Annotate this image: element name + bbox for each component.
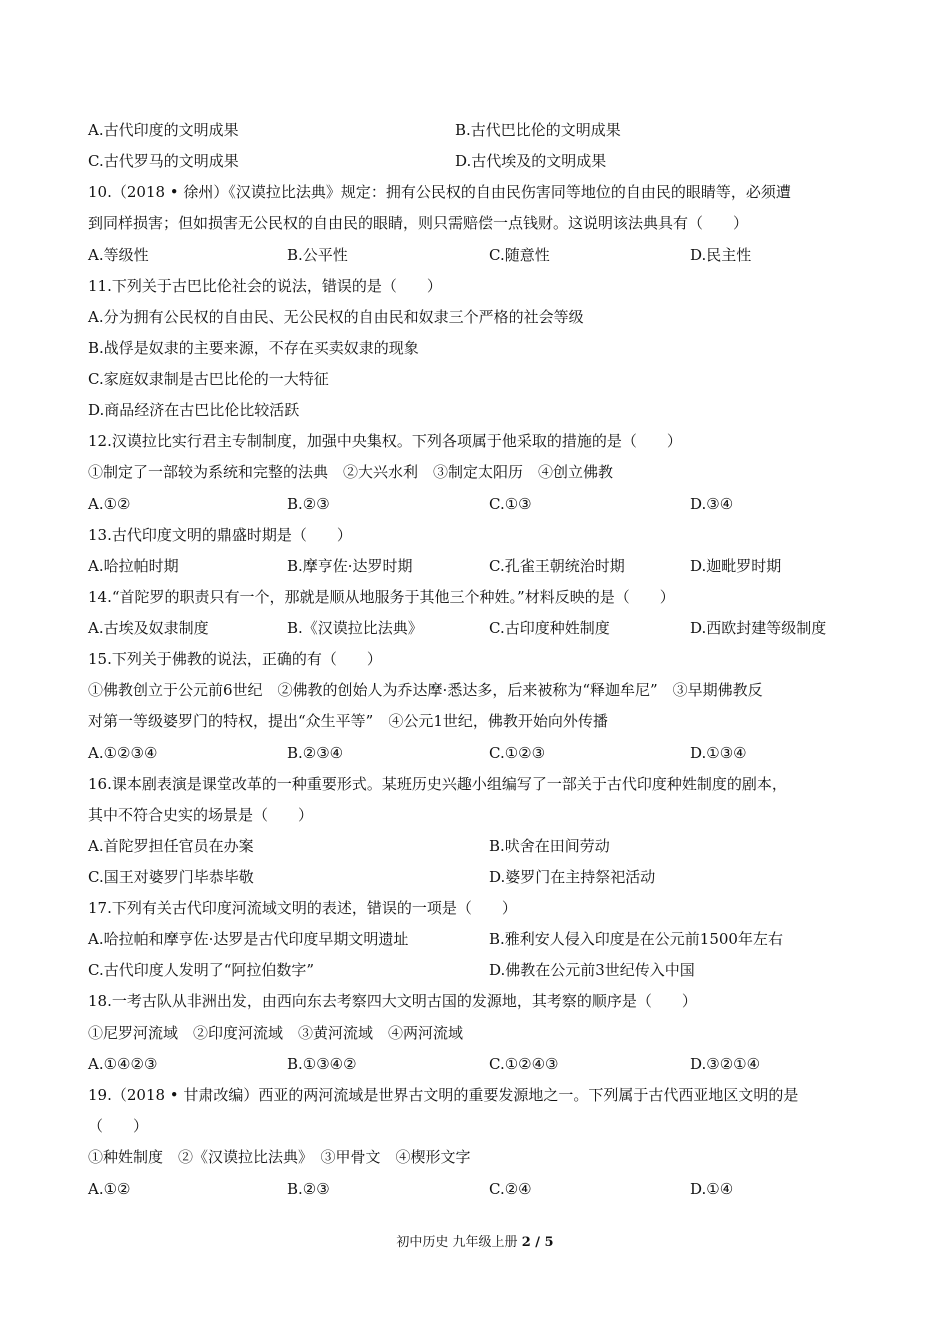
q12-items: ①制定了一部较为系统和完整的法典 ②大兴水利 ③制定太阳历 ④创立佛教	[88, 463, 614, 481]
q14-stem: 14.“首陀罗的职责只有一个，那就是顺从地服务于其他三个种姓。”材料反映的是（ ）	[88, 588, 675, 606]
q10-option-b: B.公平性	[287, 246, 348, 264]
footer-subject: 初中历史 九年级上册	[396, 1235, 522, 1250]
q15-items-line1: ①佛教创立于公元前6世纪 ②佛教的创始人为乔达摩·悉达多，后来被称为“释迦牟尼” ③早期佛教反	[88, 681, 763, 699]
q18-option-a: A.①④②③	[88, 1055, 158, 1073]
q14-option-a: A.古埃及奴隶制度	[88, 619, 209, 637]
page-number: 2 / 5	[521, 1235, 554, 1250]
q15-option-b: B.②③④	[287, 744, 344, 762]
q18-option-b: B.①③④②	[287, 1055, 357, 1073]
q11-option-a: A.分为拥有公民权的自由民、无公民权的自由民和奴隶三个严格的社会等级	[88, 308, 584, 326]
q12-option-b: B.②③	[287, 495, 330, 513]
q19-option-a: A.①②	[88, 1180, 131, 1198]
q15-option-a: A.①②③④	[88, 744, 158, 762]
q16-stem-line1: 16.课本剧表演是课堂改革的一种重要形式。某班历史兴趣小组编写了一部关于古代印度种姓制度的剧本，	[88, 775, 787, 793]
q12-option-c: C.①③	[489, 495, 532, 513]
q15-option-d: D.①③④	[690, 744, 747, 762]
q18-option-d: D.③②①④	[690, 1055, 761, 1073]
q10-option-d: D.民主性	[690, 246, 752, 264]
q12-option-d: D.③④	[690, 495, 734, 513]
q14-option-d: D.西欧封建等级制度	[690, 619, 827, 637]
q13-option-c: C.孔雀王朝统治时期	[489, 557, 625, 575]
q16-option-b: B.吠舍在田间劳动	[489, 837, 610, 855]
q16-stem-line2: 其中不符合史实的场景是（ ）	[88, 806, 314, 824]
q11-option-b: B.战俘是奴隶的主要来源，不存在买卖奴隶的现象	[88, 339, 419, 357]
q16-option-d: D.婆罗门在主持祭祀活动	[489, 868, 656, 886]
q9-option-a: A.古代印度的文明成果	[88, 121, 239, 139]
q16-option-c: C.国王对婆罗门毕恭毕敬	[88, 868, 254, 886]
q19-stem-line2: （ ）	[88, 1117, 149, 1135]
q15-items-line2: 对第一等级婆罗门的特权，提出“众生平等” ④公元1世纪，佛教开始向外传播	[88, 712, 608, 730]
q13-option-d: D.迦毗罗时期	[690, 557, 782, 575]
q10-option-c: C.随意性	[489, 246, 550, 264]
page-footer	[0, 1231, 950, 1250]
q19-stem-line1: 19.（2018 • 甘肃改编）西亚的两河流域是世界古文明的重要发源地之一。下列属于古代西亚地区文明的是	[88, 1086, 799, 1104]
q15-stem: 15.下列关于佛教的说法，正确的有（ ）	[88, 650, 382, 668]
q10-stem-line1: 10.（2018 • 徐州）《汉谟拉比法典》规定：拥有公民权的自由民伤害同等地位的自由民的眼睛等，必须遭	[88, 183, 791, 201]
q14-option-c: C.古印度种姓制度	[489, 619, 610, 637]
q19-items: ①种姓制度 ②《汉谟拉比法典》 ③甲骨文 ④楔形文字	[88, 1148, 471, 1166]
q13-option-a: A.哈拉帕时期	[88, 557, 179, 575]
q15-option-c: C.①②③	[489, 744, 546, 762]
q18-items: ①尼罗河流域 ②印度河流域 ③黄河流域 ④两河流域	[88, 1024, 464, 1042]
q10-option-a: A.等级性	[88, 246, 149, 264]
q17-option-d: D.佛教在公元前3世纪传入中国	[489, 961, 695, 979]
q12-stem: 12.汉谟拉比实行君主专制制度，加强中央集权。下列各项属于他采取的措施的是（ ）	[88, 432, 682, 450]
q13-option-b: B.摩亨佐·达罗时期	[287, 557, 413, 575]
q18-option-c: C.①②④③	[489, 1055, 559, 1073]
q17-stem: 17.下列有关古代印度河流域文明的表述，错误的一项是（ ）	[88, 899, 517, 917]
q11-stem: 11.下列关于古巴比伦社会的说法，错误的是（ ）	[88, 277, 442, 295]
q19-option-c: C.②④	[489, 1180, 532, 1198]
q17-option-c: C.古代印度人发明了“阿拉伯数字”	[88, 961, 315, 979]
q18-stem: 18.一考古队从非洲出发，由西向东去考察四大文明古国的发源地，其考察的顺序是（ ）	[88, 992, 697, 1010]
q19-option-d: D.①④	[690, 1180, 734, 1198]
q9-option-d: D.古代埃及的文明成果	[455, 152, 607, 170]
q10-stem-line2: 到同样损害；但如损害无公民权的自由民的眼睛，则只需赔偿一点钱财。这说明该法典具有（ ）	[88, 214, 749, 232]
q14-option-b: B.《汉谟拉比法典》	[287, 619, 423, 637]
q11-option-c: C.家庭奴隶制是古巴比伦的一大特征	[88, 370, 329, 388]
q12-option-a: A.①②	[88, 495, 131, 513]
q19-option-b: B.②③	[287, 1180, 330, 1198]
q9-option-c: C.古代罗马的文明成果	[88, 152, 239, 170]
q11-option-d: D.商品经济在古巴比伦比较活跃	[88, 401, 300, 419]
q13-stem: 13.古代印度文明的鼎盛时期是（ ）	[88, 526, 352, 544]
q16-option-a: A.首陀罗担任官员在办案	[88, 837, 254, 855]
q17-option-b: B.雅利安人侵入印度是在公元前1500年左右	[489, 930, 783, 948]
q9-option-b: B.古代巴比伦的文明成果	[455, 121, 621, 139]
q17-option-a: A.哈拉帕和摩亨佐·达罗是古代印度早期文明遗址	[88, 930, 409, 948]
